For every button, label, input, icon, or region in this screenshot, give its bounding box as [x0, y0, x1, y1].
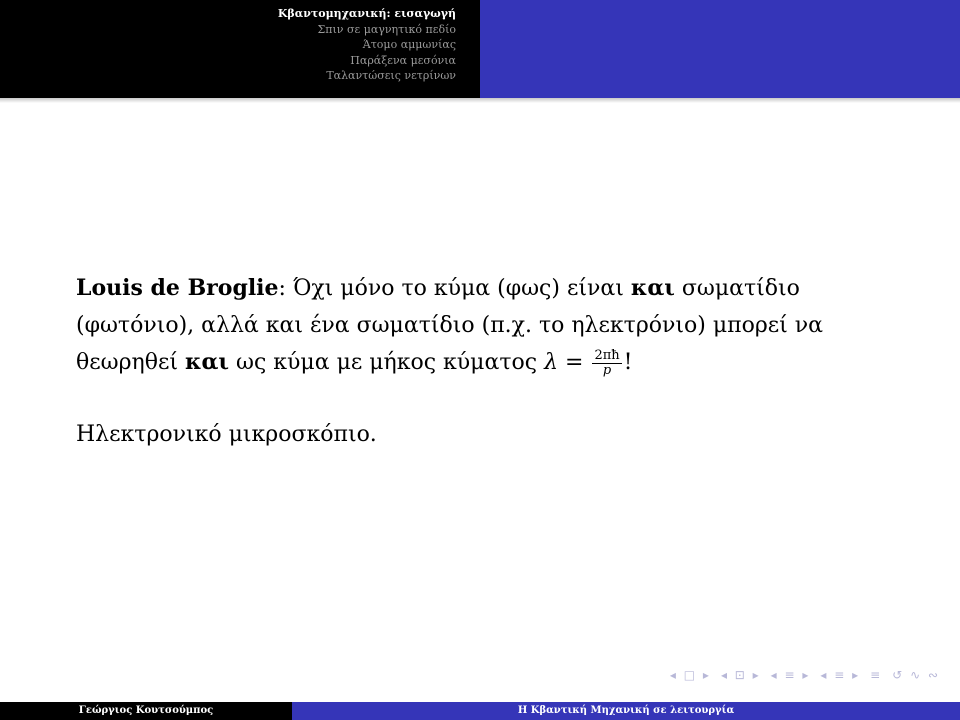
nav-section-neutrinos[interactable]: Ταλαντώσεις νετρίνων — [326, 69, 456, 82]
equals-sign: = — [558, 350, 591, 375]
frame-prev-icon[interactable]: ◂ □ ▸ — [669, 668, 711, 682]
emphasis-kai: και — [630, 275, 675, 301]
appendix-icon[interactable]: ≡ — [870, 668, 883, 682]
nav-section-spin[interactable]: Σπιν σε μαγνητικό πεδίο — [317, 22, 456, 36]
frame-next-icon[interactable]: ◂ ⊡ ▸ — [720, 668, 761, 682]
name-bold: Louis de Broglie — [76, 275, 279, 301]
text-segment: ως κύμα με μήκος κύματος — [229, 350, 545, 375]
header-accent-panel — [480, 0, 960, 98]
header-shadow — [0, 98, 960, 103]
text-segment: : Όχι μόνο το κύμα (φως) είναι — [278, 276, 631, 301]
beamer-navigation-symbols — [670, 668, 940, 682]
footer-bar — [0, 702, 960, 720]
fraction-numerator: 2πħ — [594, 347, 620, 363]
nav-section-intro[interactable]: Κβαντομηχανική: εισαγωγή — [277, 7, 456, 20]
section-icon[interactable]: ◂ ≡ ▸ — [820, 668, 861, 682]
slide-content — [76, 270, 896, 453]
nav-section-ammonia[interactable]: Άτομο αμμωνίας — [362, 38, 456, 51]
search-icon[interactable]: ↺ ∿ ∾ — [892, 668, 940, 682]
emphasis-kai: και — [184, 349, 230, 375]
footer-author: Γεώργιος Κουτσούμπος — [0, 702, 292, 720]
electron-microscope-paragraph: Ηλεκτρονικό μικροσκόπιο. — [76, 422, 377, 447]
wavelength-fraction — [592, 349, 621, 378]
header-bar — [0, 0, 960, 98]
footer-title: Η Κβαντική Μηχανική σε λειτουργία — [292, 702, 960, 720]
section-navigation — [0, 0, 480, 98]
exclamation: ! — [623, 350, 633, 375]
fraction-denominator: p — [602, 362, 612, 378]
nav-section-kaons[interactable]: Παράξενα μεσόνια — [350, 53, 456, 67]
subsection-icon[interactable]: ◂ ≡ ▸ — [770, 668, 811, 682]
de-broglie-paragraph — [76, 270, 896, 381]
lambda-symbol: λ — [544, 350, 559, 375]
text-segment: σωματίδιο (φωτόνιο), αλλά και ένα σωματίδιο (π.χ. το ηλεκτρόνιο) μπορεί να θεωρηθεί — [76, 276, 824, 375]
